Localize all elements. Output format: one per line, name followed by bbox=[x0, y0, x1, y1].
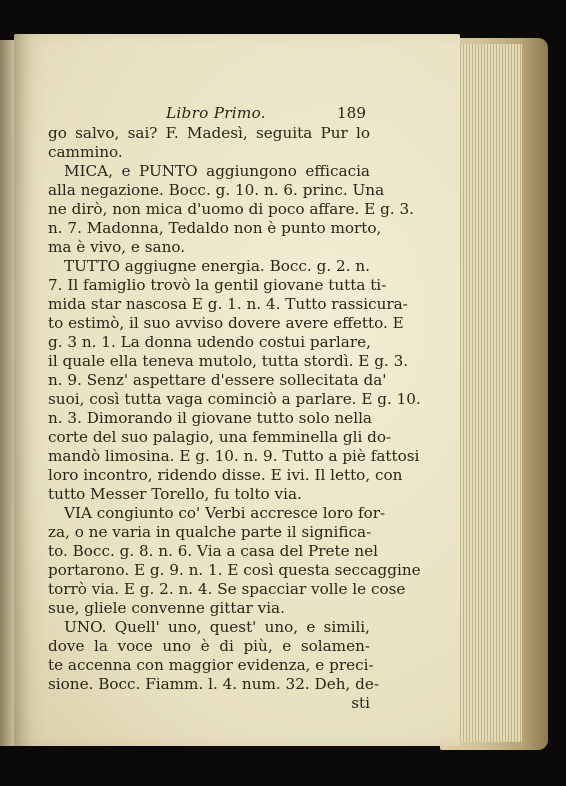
text-line: g. 3 n. 1. La donna udendo costui parlare, bbox=[48, 333, 371, 351]
text-line: alla negazione. Bocc. g. 10. n. 6. princ. Una bbox=[48, 181, 385, 199]
text-line: to estimò, il suo avviso dovere avere effetto. E bbox=[48, 314, 404, 332]
text-line: go salvo, sai? F. Madesì, seguita Pur lo bbox=[48, 124, 370, 142]
page-number: 189 bbox=[337, 104, 366, 122]
text-line: cammino. bbox=[48, 143, 123, 161]
paragraph-start-line: VIA congiunto co' Verbi accresce loro for- bbox=[64, 504, 386, 522]
text-line: n. 7. Madonna, Tedaldo non è punto morto, bbox=[48, 219, 382, 237]
paragraph-start-line: UNO. Quell' uno, quest' uno, e simili, bbox=[64, 618, 370, 636]
running-head bbox=[48, 104, 370, 123]
text-line: il quale ella teneva mutolo, tutta stordì. E g. 3. bbox=[48, 352, 409, 370]
running-title: Libro Primo. bbox=[166, 104, 266, 122]
text-line: dove la voce uno è di più, e solamen- bbox=[48, 637, 370, 655]
text-line: 7. Il famiglio trovò la gentil giovane tutta ti- bbox=[48, 276, 387, 294]
page-edges bbox=[452, 44, 522, 742]
text-line: to. Bocc. g. 8. n. 6. Via a casa del Prete nel bbox=[48, 542, 379, 560]
text-line: te accenna con maggior evidenza, e preci- bbox=[48, 656, 374, 674]
text-line: mida star nascosa E g. 1. n. 4. Tutto rassicura- bbox=[48, 295, 408, 313]
text-line: torrò via. E g. 2. n. 4. Se spacciar volle le cose bbox=[48, 580, 406, 598]
text-line: n. 3. Dimorando il giovane tutto solo nella bbox=[48, 409, 372, 427]
text-line: ma è vivo, e sano. bbox=[48, 238, 186, 256]
text-line: za, o ne varia in qualche parte il significa- bbox=[48, 523, 372, 541]
text-line: tutto Messer Torello, fu tolto via. bbox=[48, 485, 302, 503]
paragraph-start-line: MICA, e PUNTO aggiungono efficacia bbox=[64, 162, 370, 180]
text-line: sue, gliele convenne gittar via. bbox=[48, 599, 285, 617]
text-line: sione. Bocc. Fiamm. l. 4. num. 32. Deh, de- bbox=[48, 675, 379, 693]
paragraph-start-line: TUTTO aggiugne energia. Bocc. g. 2. n. bbox=[64, 257, 370, 275]
text-line: corte del suo palagio, una femminella gli do- bbox=[48, 428, 392, 446]
text-line: ne dirò, non mica d'uomo di poco affare. E g. 3. bbox=[48, 200, 414, 218]
text-line: portarono. E g. 9. n. 1. E così questa seccaggine bbox=[48, 561, 421, 579]
catchword: sti bbox=[351, 694, 370, 712]
text-line: n. 9. Senz' aspettare d'essere sollecitata da' bbox=[48, 371, 387, 389]
text-line: suoi, così tutta vaga cominciò a parlare. E g. 10. bbox=[48, 390, 421, 408]
text-line: mandò limosina. E g. 10. n. 9. Tutto a piè fattosi bbox=[48, 447, 420, 465]
text-line: loro incontro, ridendo disse. E ivi. Il letto, con bbox=[48, 466, 403, 484]
page-text bbox=[48, 104, 421, 713]
